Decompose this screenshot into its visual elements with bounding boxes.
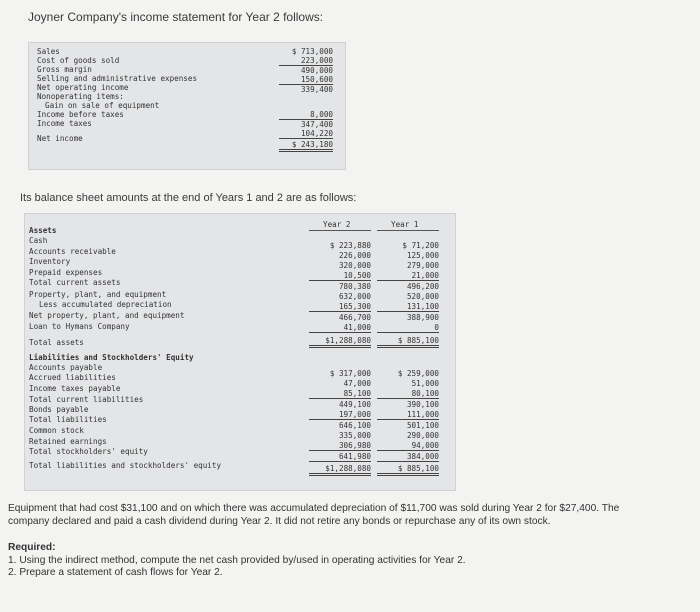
required-heading: Required: xyxy=(8,542,56,553)
bs-label-ppe: Property, plant, and equipment xyxy=(29,290,167,299)
income-label-nonoperating: Nonoperating items: xyxy=(37,92,124,101)
bs-label-ap: Accounts payable xyxy=(29,363,103,372)
bs-y2-r14: $ 317,000 xyxy=(329,369,371,378)
bs-label-liab-equity-heading: Liabilities and Stockholders' Equity xyxy=(29,353,194,362)
bs-label-accum-dep: Less accumulated depreciation xyxy=(39,300,172,309)
bs-label-loan: Loan to Hymans Company xyxy=(29,322,130,331)
income-value-cogs: 223,000 xyxy=(279,56,333,66)
bs-y1-r2: $ 71,200 xyxy=(402,241,439,250)
bs-label-ar: Accounts receivable xyxy=(29,247,116,256)
income-label-net-income: Net income xyxy=(37,134,83,143)
bs-y1-r19: 501,100 xyxy=(406,421,439,430)
col-year2-header: Year 2 xyxy=(323,220,351,229)
bs-y1-r14: $ 259,000 xyxy=(397,369,439,378)
bs-label-total-current-liab: Total current liabilities xyxy=(29,395,144,404)
required-item-2: 2. Prepare a statement of cash flows for Year 2. xyxy=(8,567,223,578)
bs-y1-r22: 384,000 xyxy=(377,452,439,462)
bs-y1-total-liab-equity: $ 885,100 xyxy=(377,464,439,476)
bs-y1-r15: 51,000 xyxy=(411,379,439,388)
bs-y2-r6: 780,380 xyxy=(338,282,371,291)
bs-y2-r10: 41,000 xyxy=(309,323,371,333)
bs-y2-r16: 85,100 xyxy=(309,389,371,399)
bs-y1-r7: 520,000 xyxy=(406,292,439,301)
bs-label-total-liab: Total liabilities xyxy=(29,415,107,424)
bs-y2-r18: 197,000 xyxy=(309,410,371,420)
bs-y1-r3: 125,000 xyxy=(406,251,439,260)
bs-label-assets: Assets xyxy=(29,226,57,235)
income-label-gain: Gain on sale of equipment xyxy=(45,101,160,110)
bs-y1-r21: 94,000 xyxy=(377,441,439,451)
bs-y2-r22: 641,980 xyxy=(309,452,371,462)
bs-y2-total-assets: $1,288,080 xyxy=(309,336,371,348)
required-item-1: 1. Using the indirect method, compute the net cash provided by/used in operating activities for Year 2. xyxy=(8,554,466,566)
col-year1-header: Year 1 xyxy=(391,220,419,229)
balance-sheet-table xyxy=(24,213,456,491)
bs-label-net-ppe: Net property, plant, and equipment xyxy=(29,311,185,320)
bs-y1-r8: 131,100 xyxy=(377,302,439,312)
bs-label-total-liab-equity: Total liabilities and stockholders' equity xyxy=(29,461,222,470)
bs-label-taxes-payable: Income taxes payable xyxy=(29,384,121,393)
income-value-selling: 150,600 xyxy=(279,75,333,85)
income-label-gross-margin: Gross margin xyxy=(37,65,92,74)
income-label-sales: Sales xyxy=(37,47,60,56)
bs-label-common-stock: Common stock xyxy=(29,426,84,435)
bs-label-retained: Retained earnings xyxy=(29,437,107,446)
narrative-line-2: company declared and paid a cash dividend during Year 2. It did not retire any bonds or repurchase any of its own stock. xyxy=(8,515,551,527)
income-label-selling: Selling and administrative expenses xyxy=(37,74,198,83)
income-value-taxes: 104,220 xyxy=(279,129,333,139)
bs-y1-r20: 290,000 xyxy=(406,431,439,440)
bs-y2-r17: 449,100 xyxy=(338,400,371,409)
bs-label-total-equity: Total stockholders' equity xyxy=(29,447,148,456)
bs-y2-r5: 10,500 xyxy=(309,271,371,281)
intro-text: Joyner Company's income statement for Year 2 follows: xyxy=(28,10,324,24)
bs-y2-r2: $ 223,880 xyxy=(329,241,371,250)
bs-y2-r9: 466,700 xyxy=(338,313,371,322)
balance-intro-text: Its balance sheet amounts at the end of Years 1 and 2 are as follows: xyxy=(20,192,357,204)
income-value-net-income: $ 243,180 xyxy=(279,140,333,152)
bs-label-prepaid: Prepaid expenses xyxy=(29,268,103,277)
bs-y1-r16: 80,100 xyxy=(377,389,439,399)
bs-label-total-current-assets: Total current assets xyxy=(29,278,121,287)
income-statement-table xyxy=(28,42,346,170)
bs-y2-total-liab-equity: $1,288,080 xyxy=(309,464,371,476)
income-label-taxes: Income taxes xyxy=(37,119,92,128)
bs-y1-r5: 21,000 xyxy=(377,271,439,281)
bs-y1-r6: 496,200 xyxy=(406,282,439,291)
income-label-before-taxes: Income before taxes xyxy=(37,110,124,119)
income-value-gain: 8,000 xyxy=(279,110,333,120)
bs-label-cash: Cash xyxy=(29,236,48,245)
bs-label-accrued: Accrued liabilities xyxy=(29,373,116,382)
bs-y2-r8: 165,300 xyxy=(309,302,371,312)
bs-y1-r10: 0 xyxy=(377,323,439,333)
bs-y2-r3: 226,000 xyxy=(338,251,371,260)
bs-y2-r4: 320,000 xyxy=(338,261,371,270)
bs-label-inventory: Inventory xyxy=(29,257,71,266)
bs-y1-r4: 279,000 xyxy=(406,261,439,270)
bs-y2-r20: 335,000 xyxy=(338,431,371,440)
bs-y2-r15: 47,000 xyxy=(343,379,371,388)
bs-y1-r17: 390,100 xyxy=(406,400,439,409)
bs-label-bonds: Bonds payable xyxy=(29,405,89,414)
income-value-before-taxes: 347,400 xyxy=(300,120,333,129)
income-value-gross-margin: 490,000 xyxy=(300,66,333,75)
bs-label-total-assets: Total assets xyxy=(29,338,84,347)
bs-y2-r7: 632,000 xyxy=(338,292,371,301)
bs-y1-r18: 111,000 xyxy=(377,410,439,420)
problem-text xyxy=(8,503,696,580)
income-value-sales: $ 713,000 xyxy=(291,47,333,56)
bs-y1-total-assets: $ 885,100 xyxy=(377,336,439,348)
income-label-cogs: Cost of goods sold xyxy=(37,56,120,65)
bs-y1-r9: 388,900 xyxy=(406,313,439,322)
income-value-net-operating: 339,400 xyxy=(300,85,333,94)
narrative-line-1: Equipment that had cost $31,100 and on which there was accumulated depreciation of $11,700 was sold during Year 2 for $27,400. The xyxy=(8,503,620,514)
bs-y2-r19: 646,100 xyxy=(338,421,371,430)
income-label-net-operating: Net operating income xyxy=(37,83,129,92)
bs-y2-r21: 306,980 xyxy=(309,441,371,451)
